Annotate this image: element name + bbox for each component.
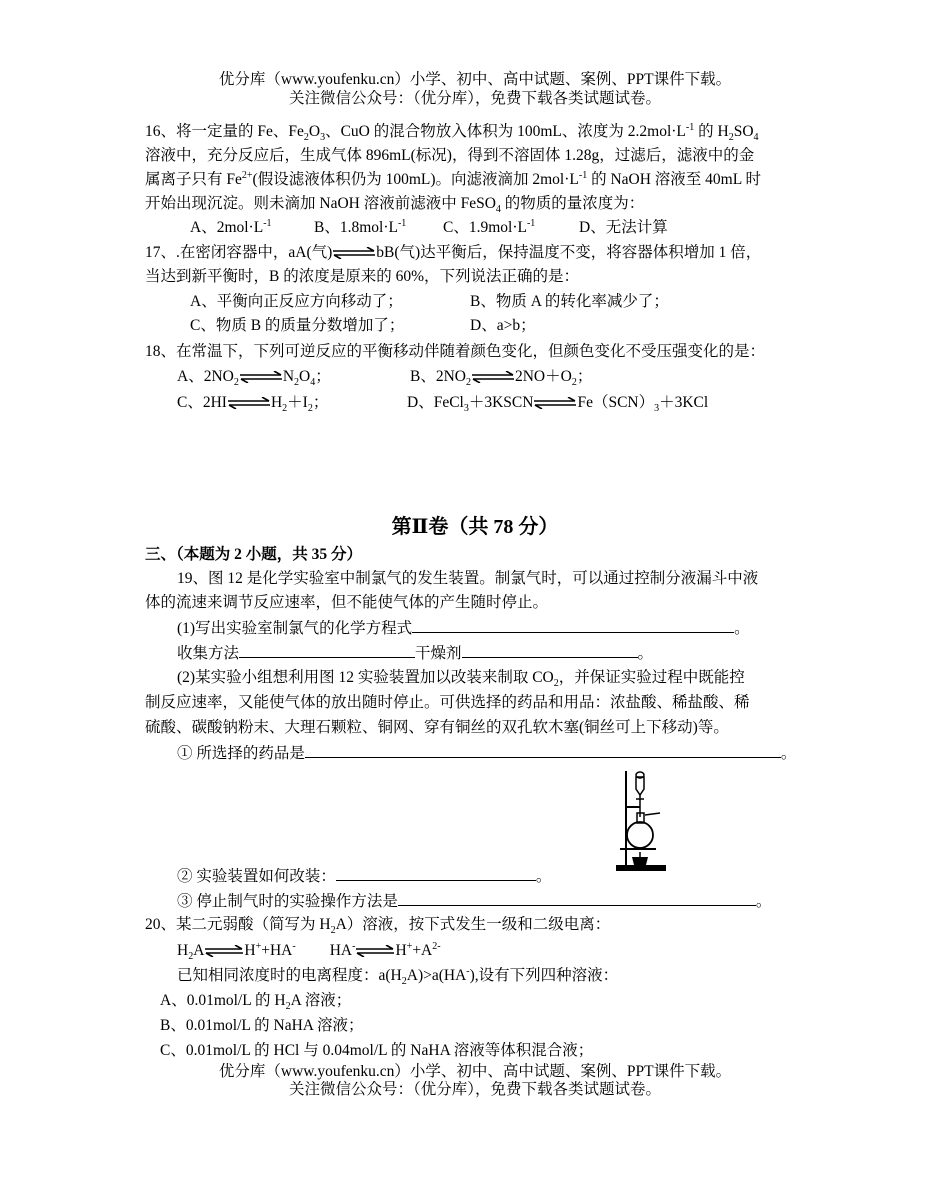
q16-option-d: D、无法计算: [579, 219, 668, 236]
q17-option-a: A、平衡向正反应方向移动了；: [190, 293, 403, 310]
answer-blank[interactable]: [239, 643, 415, 658]
equilibrium-arrow-icon: [533, 397, 577, 409]
q17-option-c: C、物质 B 的质量分数增加了；: [190, 317, 405, 334]
q18-option-c: C、2HI $H_2+I_2$；: [177, 394, 329, 415]
header-line-2: 关注微信公众号：（优分库），免费下载各类试题试卷。: [288, 90, 661, 107]
answer-blank[interactable]: [398, 891, 756, 906]
section-3-heading: 三、（本题为 2 小题，共 35 分）: [145, 546, 363, 563]
answer-blank[interactable]: [305, 743, 781, 758]
equilibrium-arrow-icon: [471, 371, 515, 383]
q19-line-10: ③ 停止制气时的实验操作方法是 。: [177, 893, 772, 910]
q19-line-1: 19、图 12 是化学实验室中制氯气的发生装置。制氯气时，可以通过控制分液漏斗中液: [177, 570, 759, 587]
q20-option-b: B、0.01mol/L 的 NaHA 溶液；: [160, 1017, 364, 1034]
answer-blank[interactable]: [336, 866, 536, 881]
q16-option-b: B、$1.8mol\cdot L^{-1}$: [314, 217, 407, 236]
q17-line-2: 当达到新平衡时，B 的浓度是原来的 60%，下列说法正确的是：: [145, 268, 580, 285]
answer-blank[interactable]: [462, 643, 638, 658]
q19-line-9: ② 实验装置如何改装： 。: [177, 868, 552, 885]
equilibrium-arrow-icon: [204, 945, 244, 957]
equilibrium-arrow-icon: [355, 945, 395, 957]
q16-option-c: C、$1.9mol\cdot L^{-1}$: [443, 217, 536, 236]
q17-line-1: 17、.在密闭容器中，aA(气) bB(气)达平衡后，保持温度不变，将容器体积增加 1 倍，: [145, 244, 762, 261]
header-line-1: 优分库（www.youfenku.cn）小学、初中、高中试题、案例、PPT课件下载。: [218, 71, 732, 88]
q20-option-a: A、0.01mol/L 的 $H_2A$ 溶液；: [160, 992, 352, 1013]
q20-line-3: 已知相同浓度时的电离程度：$a(H_2A)>a(HA^-)$,设有下列四种溶液：: [177, 965, 619, 988]
q16-option-a: A、$2mol\cdot L^{-1}$: [190, 217, 272, 236]
q20-line-1: 20、某二元弱酸（简写为 $H_2A$）溶液，按下式发生一级和二级电离：: [145, 916, 611, 937]
q16-line-3: 属离子只有 $Fe^{2+}$(假设滤液体积仍为 100mL)。向滤液滴加 $2mol\cdot L^{-1}$ 的 NaOH 溶液至 40mL 时: [145, 169, 762, 188]
q19-line-5: (2)某实验小组想利用图 12 实验装置加以改装来制取 $CO_2$，并保证实验过程中既能控: [177, 669, 745, 690]
q18-stem: 18、在常温下，下列可逆反应的平衡移动伴随着颜色变化，但颜色变化不受压强变化的是：: [145, 343, 766, 360]
q16-line-4: 开始出现沉淀。则未滴加 NaOH 溶液前滤液中 FeSO$_4$ 的物质的量浓度为：: [145, 195, 645, 216]
footer-line-1: 优分库（www.youfenku.cn）小学、初中、高中试题、案例、PPT课件下载。: [218, 1063, 732, 1080]
q16-line-1: 16、将一定量的 Fe、$Fe_2O_3$、CuO 的混合物放入体积为 100mL、浓度为 $2.2mol\cdot L^{-1}$ 的 $H_2SO_4$: [145, 121, 759, 144]
footer-line-2: 关注微信公众号：（优分库），免费下载各类试题试卷。: [288, 1081, 661, 1098]
q18-option-d: D、FeCl$_3$＋3KSCN $Fe(SCN)_3+3KCl$: [407, 394, 709, 415]
q19-line-2: 体的流速来调节反应速率，但不能使气体的产生随时停止。: [145, 594, 549, 611]
q19-line-7: 硫酸、碳酸钠粉末、大理石颗粒、铜网、穿有铜丝的双孔软木塞(铜丝可上下移动)等。: [145, 719, 729, 736]
q19-line-8: ① 所选择的药品是 。: [177, 745, 797, 762]
q17-option-d: D、a>b；: [470, 317, 536, 334]
q20-equations: $H_2A$ H++HA- HA- $H^++A^{2-}$: [177, 940, 441, 963]
q19-line-3: (1)写出实验室制氯气的化学方程式 。: [177, 620, 750, 637]
lab-apparatus-figure: [612, 765, 672, 875]
q17-option-b: B、物质 A 的转化率减少了；: [470, 293, 669, 310]
q20-option-c: C、0.01mol/L 的 HCl 与 0.04mol/L 的 NaHA 溶液等体积混合液；: [160, 1042, 594, 1059]
q19-line-4: 收集方法 干燥剂 。: [177, 645, 654, 662]
part-2-title: 第Ⅱ卷（共 78 分）: [391, 516, 559, 538]
q16-line-2: 溶液中，充分反应后，生成气体 896mL(标况)，得到不溶固体 1.28g，过滤后，滤液中的金: [145, 147, 755, 164]
answer-blank[interactable]: [412, 618, 734, 633]
equilibrium-arrow-icon: [227, 397, 271, 409]
equilibrium-arrow-icon: [239, 371, 283, 383]
q18-option-a: A、$2NO_2$ $N_2O_4$；: [177, 368, 331, 389]
q18-option-b: B、$2NO_2$ $2NO+O_2$；: [410, 368, 593, 389]
q19-line-6: 制反应速率，又能使气体的放出随时停止。可供选择的药品和用品：浓盐酸、稀盐酸、稀: [145, 694, 750, 711]
equilibrium-arrow-icon: [332, 247, 376, 259]
